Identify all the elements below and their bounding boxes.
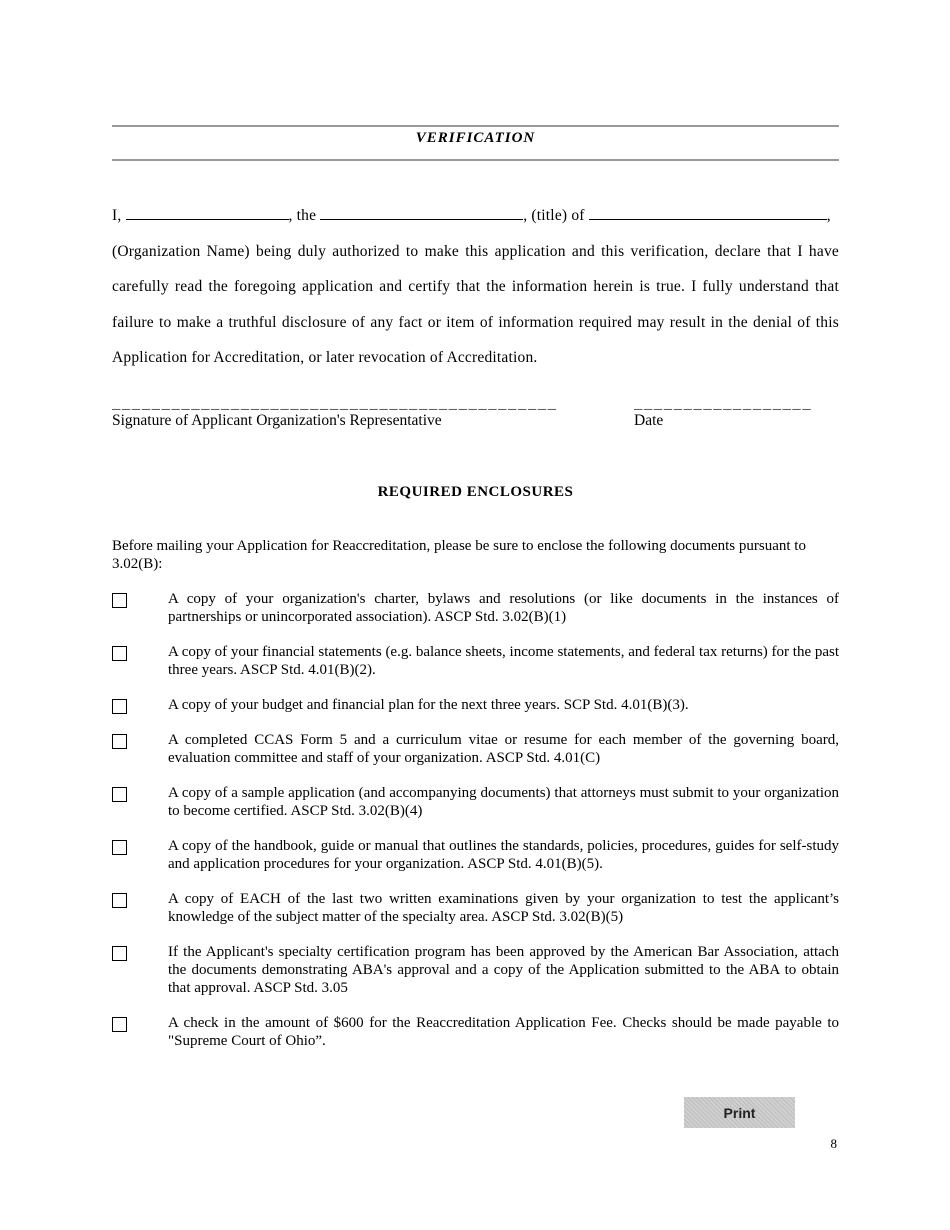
print-button[interactable]: Print bbox=[684, 1097, 795, 1128]
declaration-body: (Organization Name) being duly authorized to make this application and this verification, declare that I have carefully read the foregoing application and certify that the information herein is true. I fully understand that failure to make a truthful disclosure of any fact or item of information required may result in the denial of this Application for Accreditation, or later revocation of Accreditation. bbox=[112, 242, 839, 366]
date-label: Date bbox=[634, 412, 664, 429]
enclosure-text: A copy of EACH of the last two written examinations given by your organization to test the applicant’s knowledge of the subject matter of the specialty area. ASCP Std. 3.02(B)(5) bbox=[168, 891, 839, 925]
enclosure-checkbox[interactable] bbox=[112, 646, 127, 661]
enclosure-checkbox[interactable] bbox=[112, 699, 127, 714]
enclosure-text: A completed CCAS Form 5 and a curriculum vitae or resume for each member of the governing board, evaluation committee and staff of your organization. ASCP Std. 4.01(C) bbox=[168, 732, 839, 766]
intro-comma: , bbox=[826, 207, 831, 224]
enclosure-text: A check in the amount of $600 for the Reaccreditation Application Fee. Checks should be made payable to "Supreme Court of Ohio”. bbox=[168, 1015, 839, 1049]
enclosures-intro: Before mailing your Application for Reaccreditation, please be sure to enclose the following documents pursuant to 3.02(B): bbox=[112, 538, 806, 572]
intro-the: , the bbox=[288, 207, 317, 224]
enclosures-title: REQUIRED ENCLOSURES bbox=[377, 484, 574, 500]
organization-blank[interactable] bbox=[589, 205, 827, 220]
enclosure-checkbox[interactable] bbox=[112, 593, 127, 608]
enclosure-text: A copy of the handbook, guide or manual that outlines the standards, policies, procedures, guides for self-study and application procedures for your organization. ASCP Std. 4.01(B)(5). bbox=[168, 838, 839, 872]
signature-label: Signature of Applicant Organization's Representative bbox=[112, 412, 442, 429]
enclosure-checkbox[interactable] bbox=[112, 1017, 127, 1032]
enclosure-text: A copy of your financial statements (e.g. balance sheets, income statements, and federal tax returns) for the past three years. ASCP Std. 4.01(B)(2). bbox=[168, 644, 840, 678]
enclosure-text: A copy of your organization's charter, bylaws and resolutions (or like documents in the instances of partnerships or unincorporated association). ASCP Std. 3.02(B)(1) bbox=[168, 591, 839, 625]
verification-declaration bbox=[112, 198, 839, 376]
verification-title: VERIFICATION bbox=[415, 130, 536, 146]
enclosure-text: A copy of a sample application (and accompanying documents) that attorneys must submit to your organization to become certified. ASCP Std. 3.02(B)(4) bbox=[168, 785, 839, 819]
enclosure-checkbox[interactable] bbox=[112, 787, 127, 802]
enclosure-checkbox[interactable] bbox=[112, 734, 127, 749]
date-line: __________________ bbox=[634, 397, 813, 413]
enclosure-text: A copy of your budget and financial plan for the next three years. SCP Std. 4.01(B)(3). bbox=[168, 697, 689, 713]
enclosure-text: If the Applicant's specialty certification program has been approved by the American Bar Association, attach the documents demonstrating ABA's approval and a copy of the Application submitted to the ABA to obtain that approval. ASCP Std. 3.05 bbox=[168, 944, 839, 996]
name-blank[interactable] bbox=[126, 205, 289, 220]
signature-line: _____________________________________________ bbox=[112, 397, 558, 413]
title-blank[interactable] bbox=[320, 205, 523, 220]
intro-title-of: , (title) of bbox=[523, 207, 585, 224]
enclosure-checkbox[interactable] bbox=[112, 893, 127, 908]
enclosure-checkbox[interactable] bbox=[112, 946, 127, 961]
intro-i: I, bbox=[112, 207, 122, 224]
bottom-rule bbox=[112, 159, 839, 161]
top-rule bbox=[112, 125, 839, 127]
enclosure-checkbox[interactable] bbox=[112, 840, 127, 855]
page-number: 8 bbox=[830, 1136, 837, 1151]
